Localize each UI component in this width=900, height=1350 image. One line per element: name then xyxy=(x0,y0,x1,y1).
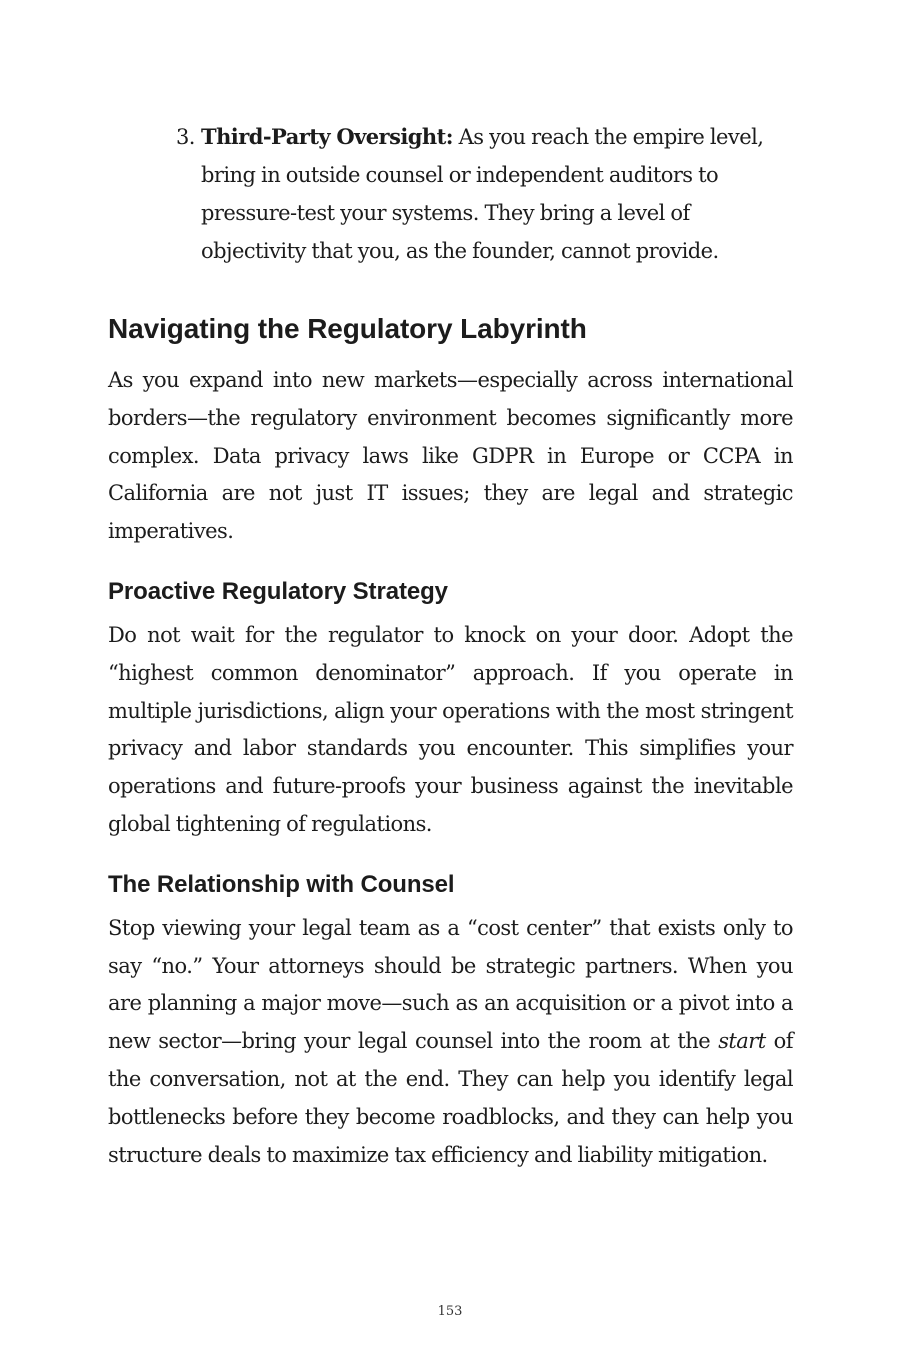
subsection-heading-counsel: The Relationship with Counsel xyxy=(108,870,455,898)
section-heading: Navigating the Regulatory Labyrinth xyxy=(108,313,587,344)
paragraph-text-after: of the conversation, not at the end. They can help you identify legal bottlenecks before they become roadblocks, and they can help you structure deals to maximize tax efficiency and liability mitigation. xyxy=(108,1029,793,1167)
emphasis-start: start xyxy=(718,1029,766,1054)
list-item-text: As you reach the empire level, bring in outside counsel or independent auditors to pressure-test your systems. They bring a level of objectivity that you, as the founder, cannot provide. xyxy=(201,125,764,263)
list-item-term: Third-Party Oversight: xyxy=(201,124,453,149)
list-number: 3. xyxy=(176,125,195,149)
subsection-paragraph-proactive: Do not wait for the regulator to knock on your door. Adopt the “highest common denominator” approach. If you operate in multiple jurisdictions, align your operations with the most stringent privacy and labor standards you encounter. This simplifies your operations and future-proofs your business against the inevitable global tightening of regulations. xyxy=(108,622,793,836)
paragraph-text-before: Stop viewing your legal team as a “cost center” that exists only to say “no.” Your attorneys should be strategic partners. When you are planning a major move—such as an acquisition or a pivot into a new sector—bring your legal counsel into the room at the xyxy=(108,915,793,1054)
page-content xyxy=(108,118,793,1174)
page-number: 153 xyxy=(437,1304,463,1319)
list-item xyxy=(176,118,793,270)
numbered-list xyxy=(176,118,793,270)
section-paragraph: As you expand into new markets—especially across international borders—the regulatory environment becomes significantly more complex. Data privacy laws like GDPR in Europe or CCPA in California are not just IT issues; they are legal and strategic imperatives. xyxy=(108,368,793,544)
subsection-paragraph-counsel xyxy=(108,910,793,1175)
subsection-heading-proactive: Proactive Regulatory Strategy xyxy=(108,577,448,605)
